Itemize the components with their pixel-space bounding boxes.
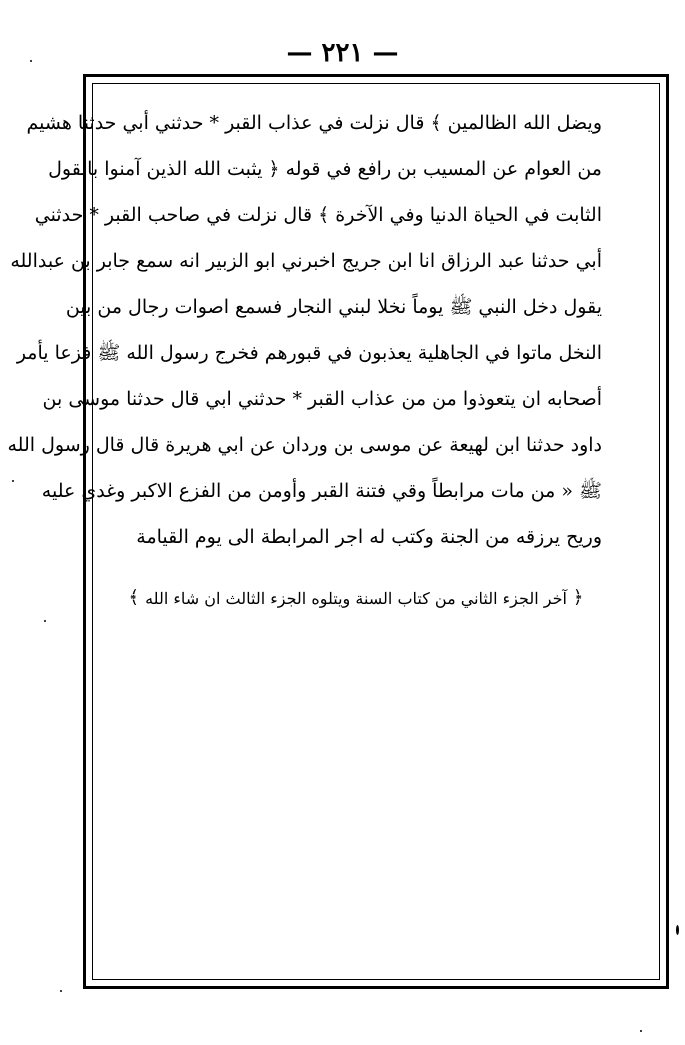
text-line: من العوام عن المسيب بن رافع في قوله ﴿ يثبت الله الذين آمنوا بالقول [48, 158, 602, 180]
text-line: ﷺ « من مات مرابطاً وقي فتنة القبر وأومن من الفزع الاكبر وغدي عليه [41, 480, 602, 502]
text-line: النخل ماتوا في الجاهلية يعذبون في قبورهم فخرج رسول الله ﷺ فزعا يأمر [16, 342, 602, 364]
text-line: الثابت في الحياة الدنيا وفي الآخرة ﴾ قال نزلت في صاحب القبر * حدثني [34, 204, 602, 226]
speck [676, 925, 679, 935]
speck [60, 990, 62, 992]
ornament-right: ﴿ [572, 587, 584, 608]
body-text [7, 100, 602, 560]
text-line: يقول دخل النبي ﷺ يوماً نخلا لبني النجار فسمع اصوات رجال من بين [65, 296, 602, 318]
text-line: ويضل الله الظالمين ﴾ قال نزلت في عذاب القبر * حدثني أبي حدثنا هشيم [26, 112, 602, 134]
colophon [108, 578, 604, 618]
speck [44, 620, 46, 622]
colophon-text: آخر الجزء الثاني من كتاب السنة ويتلوه الجزء الثالث ان شاء الله [145, 588, 567, 608]
speck [30, 60, 32, 62]
speck [640, 1030, 642, 1032]
ornament-left: ﴾ [128, 587, 140, 608]
page-number: — ٢٢١ — [286, 38, 399, 68]
text-line: داود حدثنا ابن لهيعة عن موسى بن وردان عن ابي هريرة قال قال رسول الله [7, 434, 602, 456]
text-line: أبي حدثنا عبد الرزاق انا ابن جريج اخبرني ابو الزبير انه سمع جابر بن عبدالله [10, 250, 602, 272]
speck [12, 480, 14, 482]
text-line: أصحابه ان يتعوذوا من من عذاب القبر * حدثني ابي قال حدثنا موسى بن [42, 388, 602, 410]
text-line: وريح يرزقه من الجنة وكتب له اجر المرابطة الى يوم القيامة [136, 526, 602, 548]
